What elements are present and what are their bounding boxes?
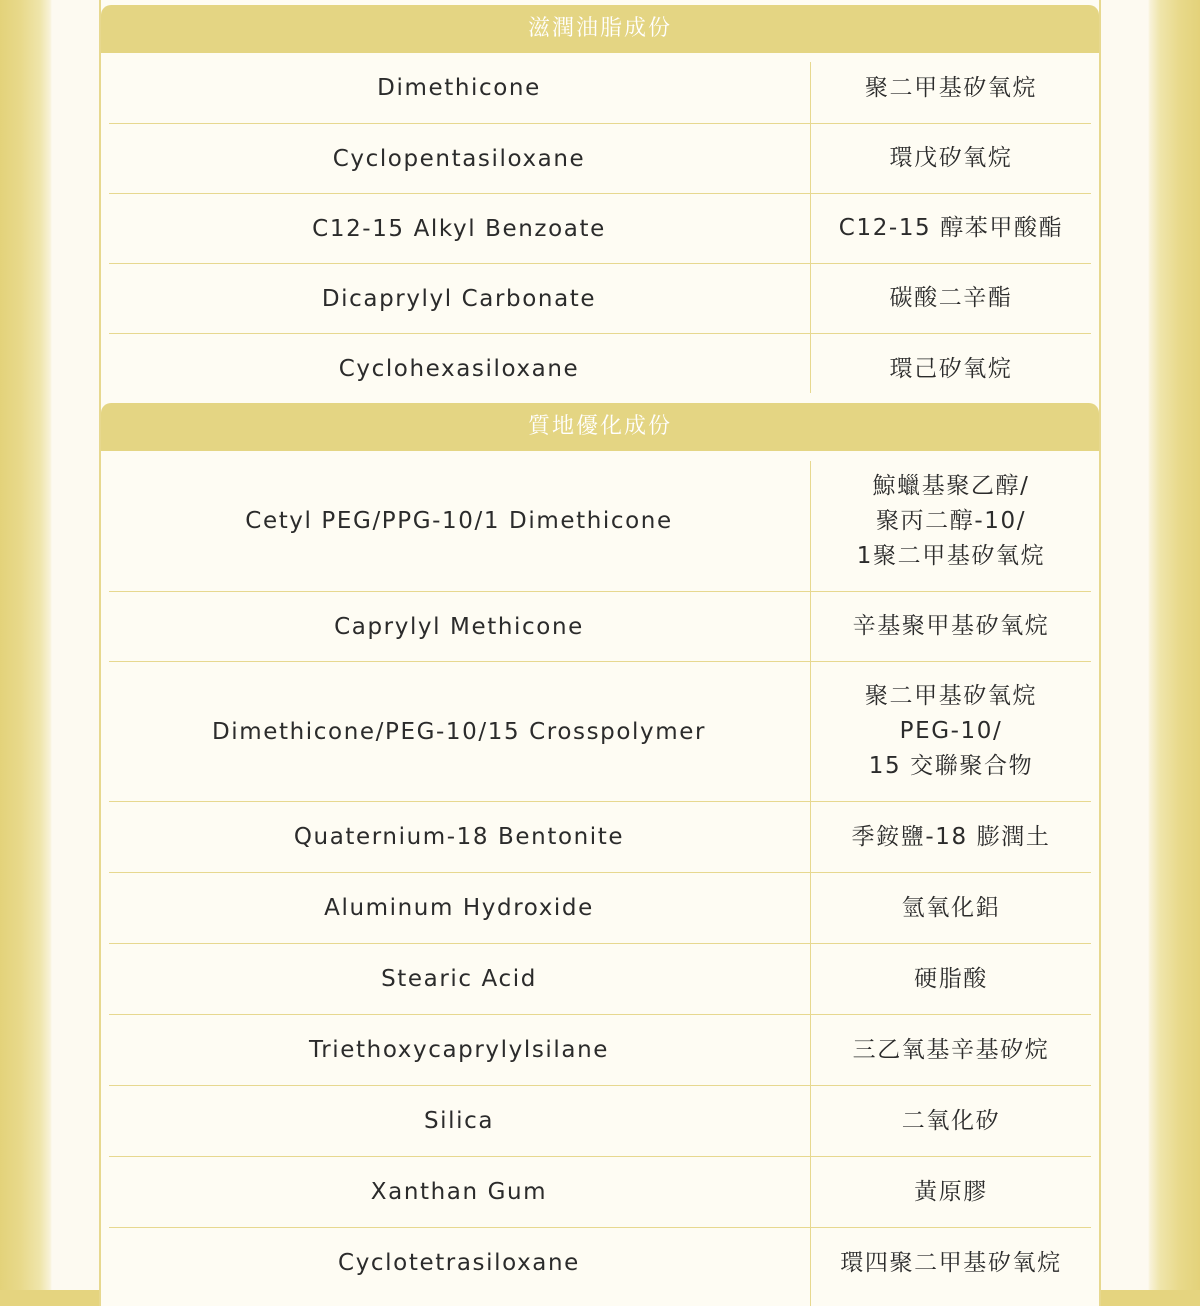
ingredient-zh: 聚二甲基矽氧烷 PEG-10/ 15 交聯聚合物 xyxy=(864,683,1038,779)
ingredient-zh: 碳酸二辛酯 xyxy=(889,285,1013,311)
table-row xyxy=(109,1228,1091,1298)
ingredient-en: Stearic Acid xyxy=(381,966,537,992)
ingredient-en: Silica xyxy=(423,1108,495,1134)
ingredient-en: Cetyl PEG/PPG-10/1 Dimethicone xyxy=(245,508,673,534)
ingredient-en: Cyclopentasiloxane xyxy=(332,145,586,172)
ingredient-en: Xanthan Gum xyxy=(370,1179,548,1205)
ingredient-zh: 環己矽氧烷 xyxy=(889,355,1013,382)
table-row xyxy=(109,194,1091,264)
table-row xyxy=(109,334,1091,404)
section-title: 滋潤油脂成份 xyxy=(527,16,672,41)
ingredient-en: Triethoxycaprylylsilane xyxy=(308,1037,610,1063)
section-title: 質地優化成份 xyxy=(527,414,672,439)
table-row xyxy=(109,264,1091,334)
ingredient-zh: 季銨鹽-18 膨潤土 xyxy=(851,823,1051,850)
ingredient-zh: 環四聚二甲基矽氧烷 xyxy=(840,1249,1062,1276)
ingredient-zh: 氫氧化鋁 xyxy=(901,894,1001,921)
table-row xyxy=(109,873,1091,944)
ingredient-en: C12-15 Alkyl Benzoate xyxy=(312,215,606,242)
ingredient-en: Aluminum Hydroxide xyxy=(324,895,594,921)
section-header-moisturizing-oils xyxy=(101,5,1099,53)
ingredient-en: Dimethicone xyxy=(377,75,541,101)
table-row xyxy=(109,53,1091,124)
table-row xyxy=(109,451,1091,592)
table-row xyxy=(109,592,1091,662)
ingredient-en: Dicaprylyl Carbonate xyxy=(321,285,597,312)
ingredient-zh: 黃原膠 xyxy=(914,1178,988,1205)
table-row xyxy=(109,662,1091,802)
ingredient-zh: 聚二甲基矽氧烷 xyxy=(864,74,1038,101)
ingredient-en: Cyclohexasiloxane xyxy=(338,356,580,382)
table-row xyxy=(109,1086,1091,1157)
table-row xyxy=(109,944,1091,1015)
ingredient-en: Caprylyl Methicone xyxy=(334,613,584,640)
ingredient-zh: 三乙氧基辛基矽烷 xyxy=(852,1036,1050,1063)
table-row xyxy=(109,124,1091,194)
ingredient-zh: 硬脂酸 xyxy=(914,965,988,992)
ingredient-zh: 辛基聚甲基矽氧烷 xyxy=(852,613,1050,639)
ingredient-zh: 環戊矽氧烷 xyxy=(889,145,1013,171)
ingredients-card xyxy=(99,0,1101,1306)
table-row xyxy=(109,1157,1091,1228)
ingredient-en: Cyclotetrasiloxane xyxy=(338,1250,580,1276)
ingredient-en: Quaternium-18 Bentonite xyxy=(293,824,625,850)
ingredient-zh: C12-15 醇苯甲酸酯 xyxy=(838,215,1064,241)
ingredient-en: Dimethicone/PEG-10/15 Crosspolymer xyxy=(211,718,707,745)
ingredient-zh: 鯨蠟基聚乙醇/ 聚丙二醇-10/ 1聚二甲基矽氧烷 xyxy=(856,472,1046,569)
table-row xyxy=(109,802,1091,873)
table-row xyxy=(109,1015,1091,1086)
section-header-texture-enhancers xyxy=(101,403,1099,451)
ingredient-zh: 二氧化矽 xyxy=(901,1107,1001,1134)
